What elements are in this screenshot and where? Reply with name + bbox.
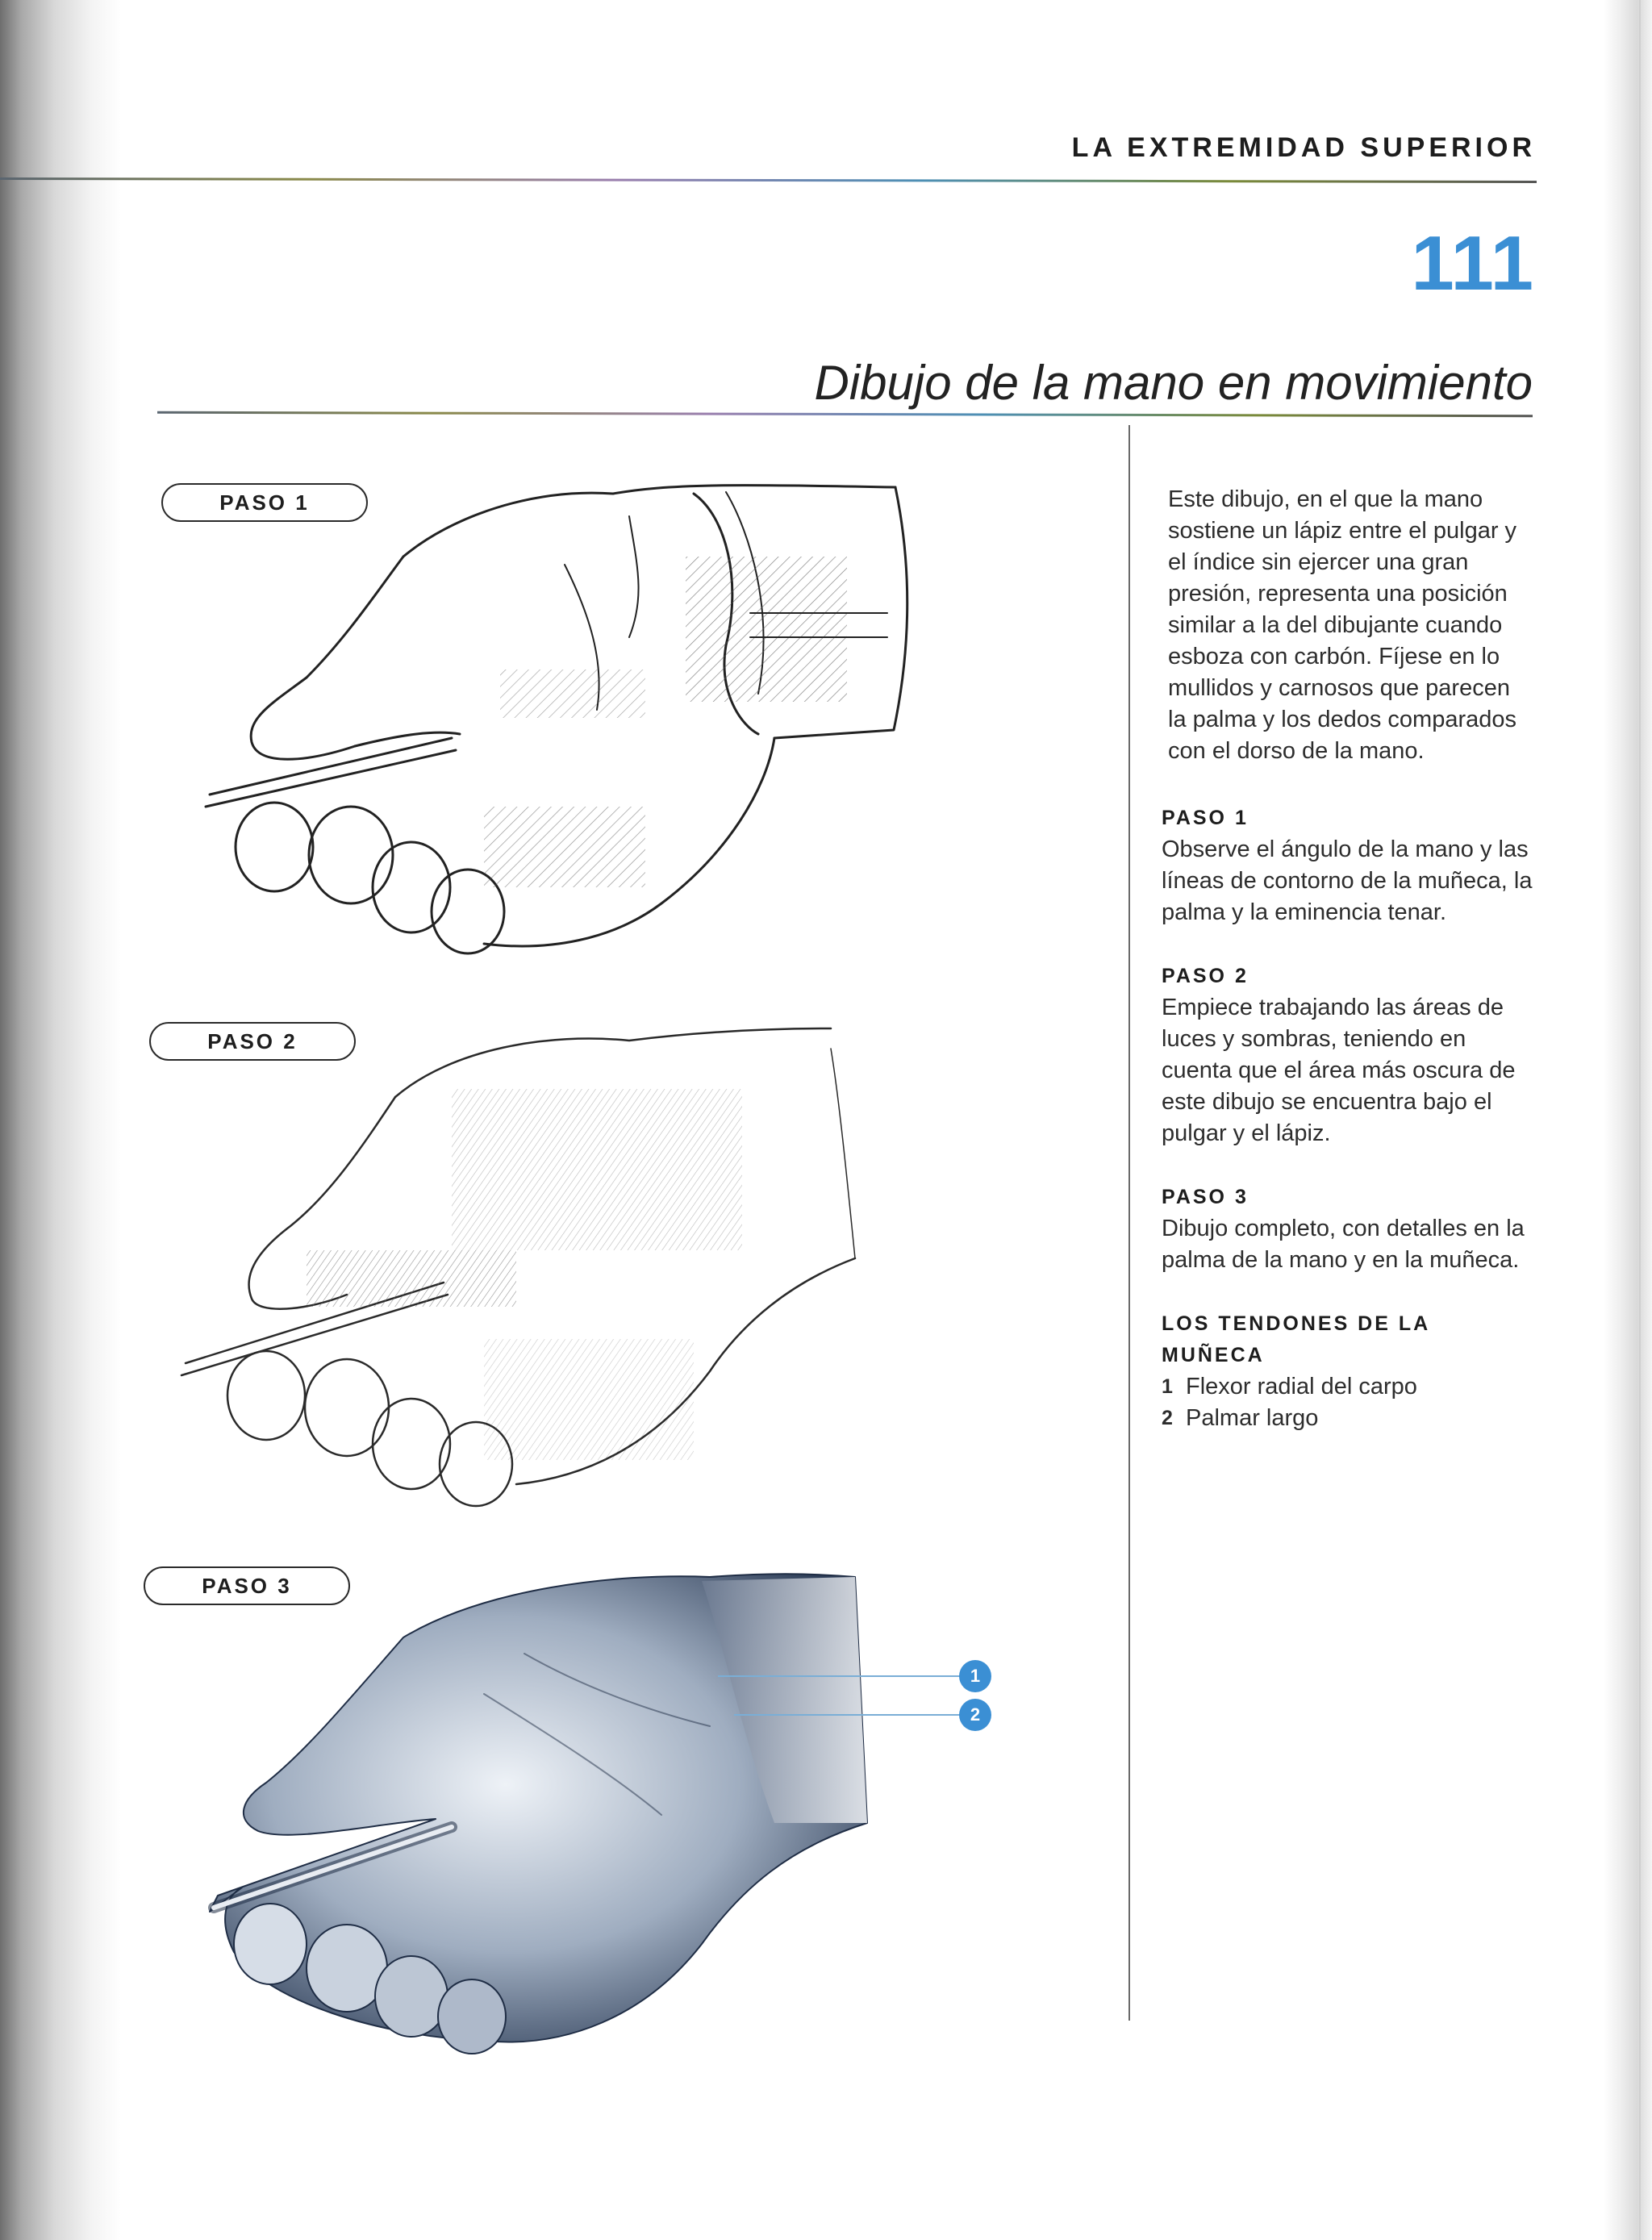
hand-drawing-step-3 bbox=[210, 1574, 867, 2054]
step-3-block bbox=[1162, 1182, 1533, 1276]
step-3-pill: PASO 3 bbox=[144, 1566, 350, 1605]
tendon-item bbox=[1162, 1371, 1533, 1403]
step-3-body: Dibujo completo, con detalles en la palma de la mano y en la muñeca. bbox=[1162, 1216, 1525, 1273]
callout-1-badge: 1 bbox=[959, 1660, 991, 1692]
tendon-label: Palmar largo bbox=[1186, 1405, 1319, 1431]
tendons-heading: LOS TENDONES DE LA MUÑECA bbox=[1162, 1312, 1430, 1366]
step-1-pill: PASO 1 bbox=[161, 483, 368, 522]
hand-drawing-step-2 bbox=[181, 1028, 855, 1506]
step-2-body: Empiece trabajando las áreas de luces y sombras, teniendo en cuenta que el área más oscura de este dibujo se encuentra bajo el pulgar y el lápiz. bbox=[1162, 995, 1516, 1146]
callout-2-badge: 2 bbox=[959, 1699, 991, 1731]
tendon-number: 1 bbox=[1162, 1375, 1173, 1398]
description-column bbox=[1162, 484, 1533, 1434]
page-number: 111 bbox=[1411, 220, 1534, 307]
page-title: Dibujo de la mano en movimiento bbox=[814, 356, 1533, 410]
step-3-heading: PASO 3 bbox=[1162, 1186, 1249, 1208]
step-2-heading: PASO 2 bbox=[1162, 965, 1249, 987]
tendon-number: 2 bbox=[1162, 1407, 1173, 1429]
running-head: LA EXTREMIDAD SUPERIOR bbox=[1071, 132, 1536, 163]
tendon-item bbox=[1162, 1403, 1533, 1434]
step-2-pill: PASO 2 bbox=[149, 1022, 356, 1061]
step-1-heading: PASO 1 bbox=[1162, 807, 1249, 829]
tendon-label: Flexor radial del carpo bbox=[1186, 1374, 1417, 1399]
hand-drawing-step-1 bbox=[206, 486, 907, 953]
callout-2-line bbox=[734, 1714, 976, 1716]
step-1-body: Observe el ángulo de la mano y las líneas de contorno de la muñeca, la palma y la eminencia tenar. bbox=[1162, 836, 1533, 925]
intro-paragraph: Este dibujo, en el que la mano sostiene un lápiz entre el pulgar y el índice sin ejercer una gran presión, representa una posición similar a la del dibujante cuando esboza con carbón. Fíjese en lo mullidos y carnosos que parecen la palma y los dedos comparados con el dorso de la mano. bbox=[1168, 486, 1517, 764]
callout-1-line bbox=[718, 1675, 976, 1677]
step-2-block bbox=[1162, 961, 1533, 1149]
tendons-legend bbox=[1162, 1308, 1533, 1434]
step-1-block bbox=[1162, 803, 1533, 928]
